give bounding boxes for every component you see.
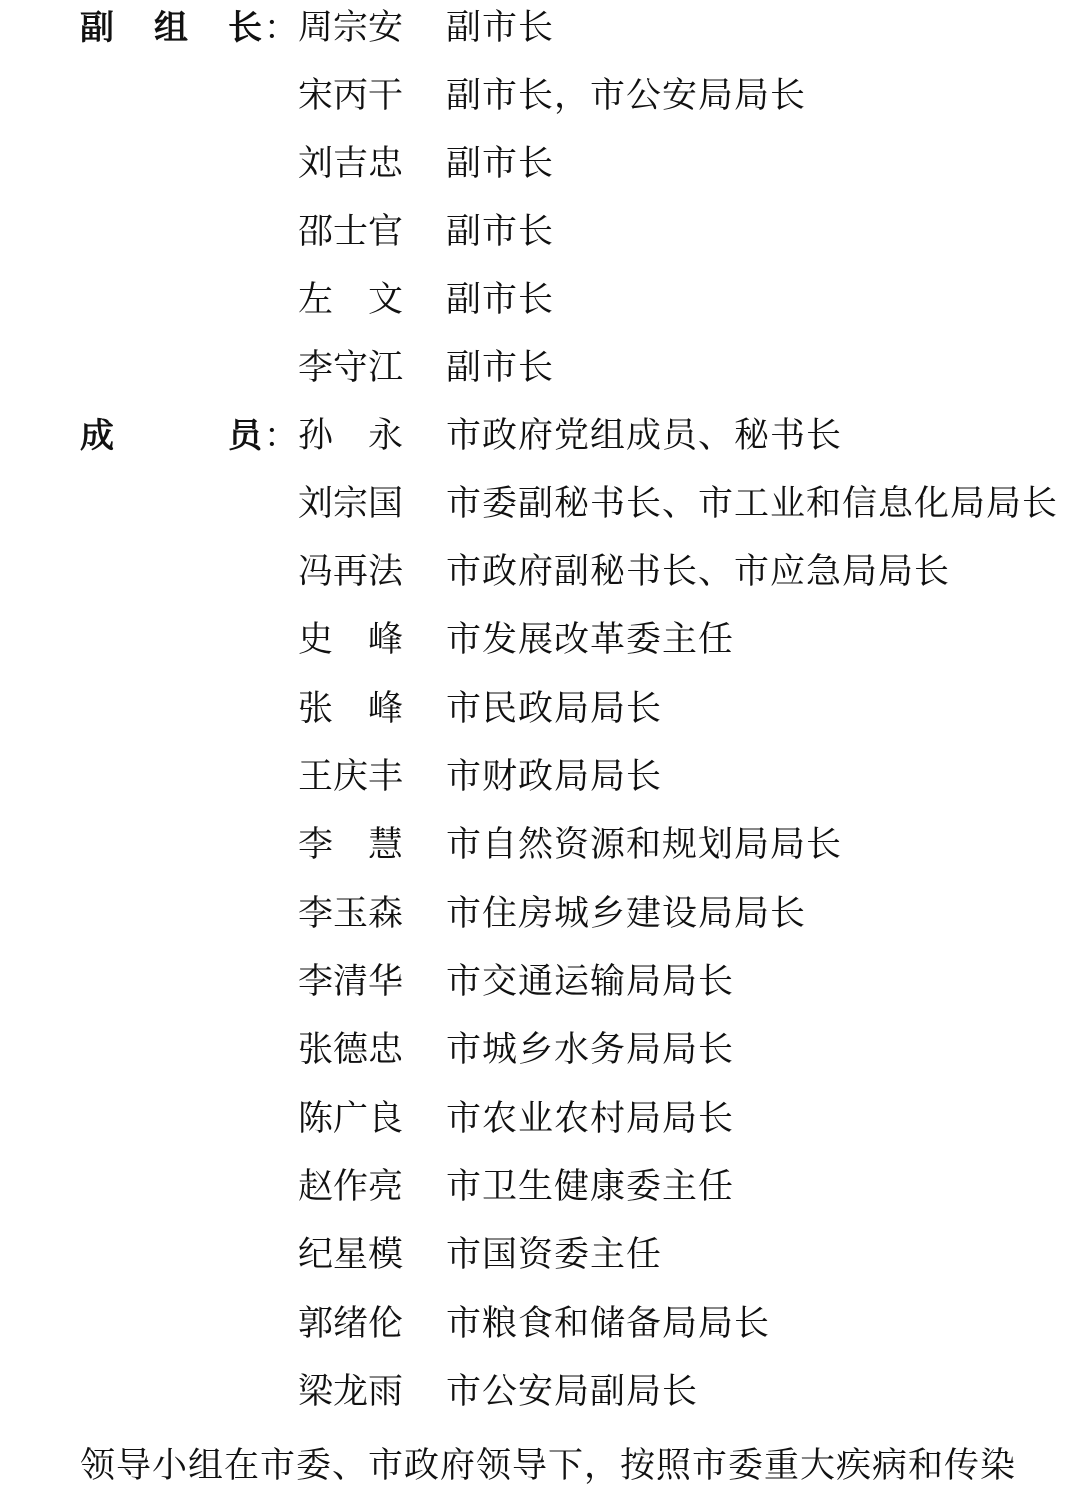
member-row <box>0 614 1080 682</box>
role-colon: ： <box>264 8 298 48</box>
member-row <box>0 546 1080 614</box>
member-name: 孙 永 <box>298 416 404 456</box>
role-label-members <box>80 410 298 462</box>
member-row <box>0 751 1080 819</box>
member-name: 赵作亮 <box>298 1167 404 1207</box>
member-title: 副市长 <box>446 280 555 320</box>
member-title: 市政府副秘书长、市应急局局长 <box>446 552 951 592</box>
member-name: 李守江 <box>298 348 404 388</box>
member-row <box>0 1161 1080 1229</box>
role-char: 成 <box>80 416 114 456</box>
member-row <box>0 138 1080 206</box>
member-row <box>0 206 1080 274</box>
member-row <box>0 956 1080 1024</box>
member-name: 陈广良 <box>298 1099 404 1139</box>
member-row <box>0 819 1080 887</box>
member-name: 李清华 <box>298 962 404 1002</box>
member-row <box>0 2 1080 70</box>
member-name: 邵士官 <box>298 212 404 252</box>
member-name: 王庆丰 <box>298 757 404 797</box>
member-name: 梁龙雨 <box>298 1372 404 1412</box>
member-name: 刘吉忠 <box>298 144 404 184</box>
member-title: 副市长 <box>446 8 555 48</box>
member-row <box>0 1229 1080 1297</box>
role-char: 员 <box>228 416 262 456</box>
member-name: 宋丙干 <box>298 76 404 116</box>
member-title: 市委副秘书长、市工业和信息化局局长 <box>446 484 1059 524</box>
member-title: 市国资委主任 <box>446 1235 663 1275</box>
member-title: 市自然资源和规划局局长 <box>446 825 843 865</box>
role-label-deputy-leader <box>80 2 298 54</box>
member-title: 市公安局副局长 <box>446 1372 699 1412</box>
member-name: 周宗安 <box>298 8 404 48</box>
role-char: 长 <box>228 8 262 48</box>
role-colon: ： <box>264 416 298 456</box>
member-title: 市民政局局长 <box>446 689 663 729</box>
body-paragraph: 领导小组在市委、市政府领导下，按照市委重大疾病和传染 <box>80 1446 1017 1486</box>
member-row <box>0 410 1080 478</box>
member-title: 市政府党组成员、秘书长 <box>446 416 843 456</box>
member-row <box>0 683 1080 751</box>
member-name: 冯再法 <box>298 552 404 592</box>
member-title: 市交通运输局局长 <box>446 962 735 1002</box>
member-row <box>0 70 1080 138</box>
member-name: 张 峰 <box>298 689 404 729</box>
member-name: 李 慧 <box>298 825 404 865</box>
member-title: 市卫生健康委主任 <box>446 1167 735 1207</box>
member-title: 市住房城乡建设局局长 <box>446 894 807 934</box>
member-name: 李玉森 <box>298 894 404 934</box>
member-row <box>0 342 1080 410</box>
role-char: 副 <box>80 8 114 48</box>
member-name: 纪星模 <box>298 1235 404 1275</box>
member-row <box>0 1024 1080 1092</box>
member-row <box>0 1366 1080 1434</box>
member-row <box>0 1298 1080 1366</box>
member-row <box>0 274 1080 342</box>
role-char: 组 <box>154 8 188 48</box>
member-title: 副市长 <box>446 144 555 184</box>
member-title: 市城乡水务局局长 <box>446 1030 735 1070</box>
member-title: 副市长，市公安局局长 <box>446 76 807 116</box>
member-title: 市农业农村局局长 <box>446 1099 735 1139</box>
member-name: 史 峰 <box>298 620 404 660</box>
member-title: 市发展改革委主任 <box>446 620 735 660</box>
member-title: 市财政局局长 <box>446 757 663 797</box>
member-row <box>0 888 1080 956</box>
member-name: 刘宗国 <box>298 484 404 524</box>
member-title: 副市长 <box>446 348 555 388</box>
member-title: 副市长 <box>446 212 555 252</box>
member-name: 左 文 <box>298 280 404 320</box>
member-name: 张德忠 <box>298 1030 404 1070</box>
member-row <box>0 478 1080 546</box>
member-name: 郭绪伦 <box>298 1304 404 1344</box>
member-title: 市粮食和储备局局长 <box>446 1304 771 1344</box>
member-row <box>0 1093 1080 1161</box>
